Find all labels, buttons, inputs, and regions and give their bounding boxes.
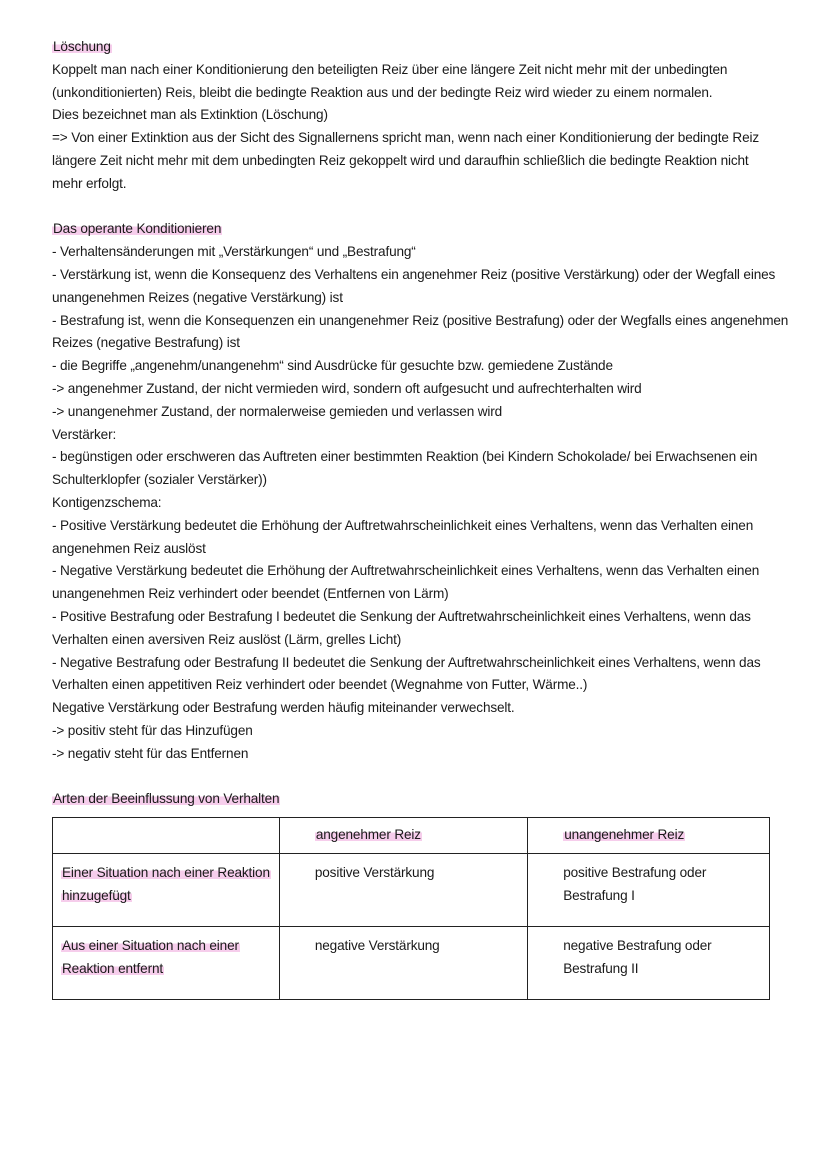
paragraph-line: Verhalten einen aversiven Reiz auslöst (Lärm, grelles Licht)	[52, 631, 402, 647]
paragraph-line: -> negativ steht für das Entfernen	[52, 745, 249, 761]
paragraph-line: Kontigenzschema:	[52, 494, 162, 510]
paragraph-line: - Negative Verstärkung bedeutet die Erhöhung der Auftretwahrscheinlichkeit eines Verhaltens, wenn das Verhalten einen	[52, 563, 760, 579]
paragraph-line: Reizes (negative Bestrafung) ist	[52, 335, 240, 351]
paragraph-line: - Verstärkung ist, wenn die Konsequenz des Verhaltens ein angenehmer Reiz (positive Verstärkung) oder der Wegfall eines	[52, 266, 776, 282]
paragraph-line: - Negative Bestrafung oder Bestrafung II bedeutet die Senkung der Auftretwahrscheinlichkeit eines Verhaltens, wenn das	[52, 654, 761, 670]
paragraph-line: Schulterklopfer (sozialer Verstärker))	[52, 472, 267, 488]
table-cell: positive Bestrafung oder Bestrafung I	[528, 853, 770, 926]
table-header-cell: angenehmer Reiz	[279, 818, 527, 854]
spacer	[52, 196, 787, 219]
paragraph-line: - Verhaltensänderungen mit „Verstärkungen“ und „Bestrafung“	[52, 244, 416, 260]
paragraph-line: unangenehmen Reiz verhindert oder beendet (Entfernen von Lärm)	[52, 586, 449, 602]
table-row	[53, 853, 770, 926]
paragraph-line: unangenehmen Reizes (negative Verstärkung) ist	[52, 289, 343, 305]
paragraph-line: - Positive Verstärkung bedeutet die Erhöhung der Auftretwahrscheinlichkeit eines Verhaltens, wenn das Verhalten einen	[52, 517, 754, 533]
paragraph-line: Verhalten einen appetitiven Reiz verhindert oder beendet (Wegnahme von Futter, Wärme..)	[52, 677, 588, 693]
table-header-cell-empty	[53, 818, 280, 854]
table-header-cell: unangenehmer Reiz	[528, 818, 770, 854]
spacer	[52, 766, 787, 789]
table-header-row	[53, 818, 770, 854]
paragraph-line: längere Zeit nicht mehr mit dem unbedingten Reiz gekoppelt wird und daraufhin schließlich die bedingte Reaktion nicht	[52, 152, 749, 168]
reinforcement-table	[52, 817, 770, 1000]
section-loeschung	[52, 36, 787, 196]
table-row-label: Einer Situation nach einer Reaktion hinzugefügt	[53, 853, 280, 926]
paragraph-line: Dies bezeichnet man als Extinktion (Löschung)	[52, 107, 328, 123]
section-arten	[52, 788, 787, 1000]
paragraph-line: -> angenehmer Zustand, der nicht vermieden wird, sondern oft aufgesucht und aufrechterhalten wird	[52, 380, 642, 396]
section-heading-operant: Das operante Konditionieren	[53, 221, 222, 237]
paragraph-line: Koppelt man nach einer Konditionierung den beteiligten Reiz über eine längere Zeit nicht mehr mit der unbedingten	[52, 61, 728, 77]
paragraph-line: - Positive Bestrafung oder Bestrafung I bedeutet die Senkung der Auftretwahrscheinlichkeit eines Verhaltens, wenn das	[52, 608, 751, 624]
paragraph-line: - die Begriffe „angenehm/unangenehm“ sind Ausdrücke für gesuchte bzw. gemiedene Zustände	[52, 358, 613, 374]
table-row	[53, 926, 770, 999]
paragraph-line: Negative Verstärkung oder Bestrafung werden häufig miteinander verwechselt.	[52, 700, 515, 716]
paragraph-line: - begünstigen oder erschweren das Auftreten einer bestimmten Reaktion (bei Kindern Schokolade/ bei Erwachsenen ein	[52, 449, 758, 465]
section-heading-arten: Arten der Beeinflussung von Verhalten	[53, 791, 280, 807]
paragraph-line: Verstärker:	[52, 426, 117, 442]
paragraph-line: angenehmen Reiz auslöst	[52, 540, 206, 556]
table-cell: negative Verstärkung	[279, 926, 527, 999]
paragraph-line: - Bestrafung ist, wenn die Konsequenzen ein unangenehmer Reiz (positive Bestrafung) oder der Wegfalls eines angenehmen	[52, 312, 789, 328]
paragraph-line: (unkonditionierten) Reis, bleibt die bedingte Reaktion aus und der bedingte Reiz wird wieder zu einem normalen.	[52, 84, 713, 100]
paragraph-line: mehr erfolgt.	[52, 175, 127, 191]
document-page	[52, 36, 787, 1000]
table-cell: positive Verstärkung	[279, 853, 527, 926]
table-row-label: Aus einer Situation nach einer Reaktion entfernt	[53, 926, 280, 999]
paragraph-line: => Von einer Extinktion aus der Sicht des Signallernens spricht man, wenn nach einer Konditionierung der bedingte Reiz	[52, 130, 759, 146]
paragraph-line: -> unangenehmer Zustand, der normalerweise gemieden und verlassen wird	[52, 403, 503, 419]
section-operant	[52, 218, 787, 765]
section-heading-loeschung: Löschung	[53, 39, 111, 54]
paragraph-line: -> positiv steht für das Hinzufügen	[52, 722, 253, 738]
table-cell: negative Bestrafung oder Bestrafung II	[528, 926, 770, 999]
